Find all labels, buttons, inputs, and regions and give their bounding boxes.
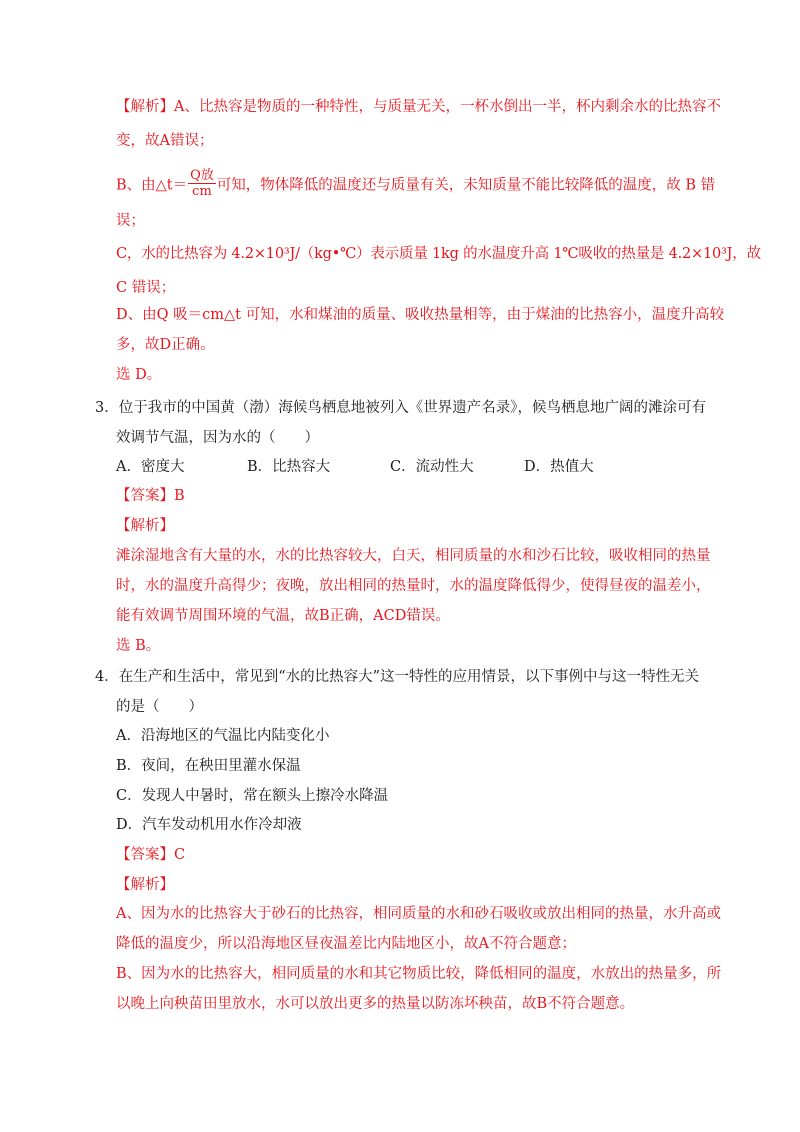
q2-analysis-a-line2: 变，故A错误；: [116, 133, 214, 149]
q2-analysis-c-line1: C，水的比热容为 4.2×10³J/（kg•℃）表示质量 1kg 的水温度升高 1℃吸收的热量是 4.2×10³J，故: [116, 246, 761, 262]
q4-analysis-b-line1: B、因为水的比热容大，相同质量的水和其它物质比较，降低相同的温度，水放出的热量多，所: [116, 966, 722, 982]
q2-analysis-d-line2: 多，故D正确。: [116, 337, 215, 353]
q3-option-d: D．热值大: [524, 459, 594, 475]
q2-analysis-b-suffix: 可知，物体降低的温度还与质量有关，未知质量不能比较降低的温度，故 B 错: [216, 177, 716, 194]
q2-analysis-d-line1: D、由Q 吸＝cm△t 可知，水和煤油的质量、吸收热量相等，由于煤油的比热容小，温度升高较: [116, 307, 725, 323]
q4-analysis-label: 【解析】: [116, 877, 174, 893]
q3-option-b: B．比热容大: [247, 459, 331, 475]
q4-stem-line1: 4．在生产和生活中，常见到“水的比热容大”这一特性的应用情景，以下事例中与这一特性无关: [95, 669, 700, 685]
q4-analysis-b-line2: 以晚上向秧苗田里放水，水可以放出更多的热量以防冻坏秧苗，故B不符合题意。: [116, 996, 635, 1012]
fraction-q-over-cm: [188, 168, 216, 199]
q4-option-d: D．汽车发动机用水作冷却液: [116, 817, 302, 833]
q4-answer: 【答案】C: [116, 847, 186, 863]
q3-analysis-line3: 能有效调节周围环境的气温，故B正确，ACD错误。: [116, 608, 450, 624]
q3-stem-line1: 3．位于我市的中国黄（渤）海候鸟栖息地被列入《世界遗产名录》，候鸟栖息地广阔的滩涂可有: [95, 400, 706, 416]
q4-option-b: B．夜间，在秧田里灌水保温: [116, 758, 301, 774]
q3-analysis-line2: 时，水的温度升高得少；夜晚，放出相同的热量时，水的温度降低得少，使得昼夜的温差小，: [116, 578, 711, 594]
q3-answer: 【答案】B: [116, 488, 185, 504]
fraction-denominator: cm: [192, 184, 212, 199]
q2-analysis-b-prefix: B、由△t＝: [116, 177, 188, 194]
q4-analysis-a-line1: A、因为水的比热容大于砂石的比热容，相同质量的水和砂石吸收或放出相同的热量，水升高或: [116, 906, 721, 922]
q3-stem-line2: 效调节气温，因为水的（ ）: [116, 430, 319, 446]
q2-analysis-b-line2: 误；: [116, 213, 145, 229]
q2-analysis-b-line1: [116, 170, 715, 201]
q4-option-a: A．沿海地区的气温比内陆变化小: [116, 728, 330, 744]
q3-analysis-line1: 滩涂湿地含有大量的水，水的比热容较大，白天，相同质量的水和沙石比较，吸收相同的热量: [116, 548, 711, 564]
q3-choose: 选 B。: [116, 638, 161, 654]
q2-analysis-c-line2: C 错误；: [116, 280, 176, 296]
q2-choose: 选 D。: [116, 367, 162, 383]
q4-stem-line2: 的是（ ）: [116, 699, 203, 715]
q3-option-a: A．密度大: [116, 459, 185, 475]
fraction-numerator: Q放: [190, 168, 214, 183]
q4-option-c: C．发现人中暑时，常在额头上擦冷水降温: [116, 788, 389, 804]
q3-option-c: C．流动性大: [390, 459, 474, 475]
q3-analysis-label: 【解析】: [116, 518, 174, 534]
q2-analysis-a-line1: 【解析】A、比热容是物质的一种特性，与质量无关，一杯水倒出一半，杯内剩余水的比热容不: [116, 99, 721, 115]
q4-analysis-a-line2: 降低的温度少，所以沿海地区昼夜温差比内陆地区小，故A不符合题意；: [116, 936, 576, 952]
